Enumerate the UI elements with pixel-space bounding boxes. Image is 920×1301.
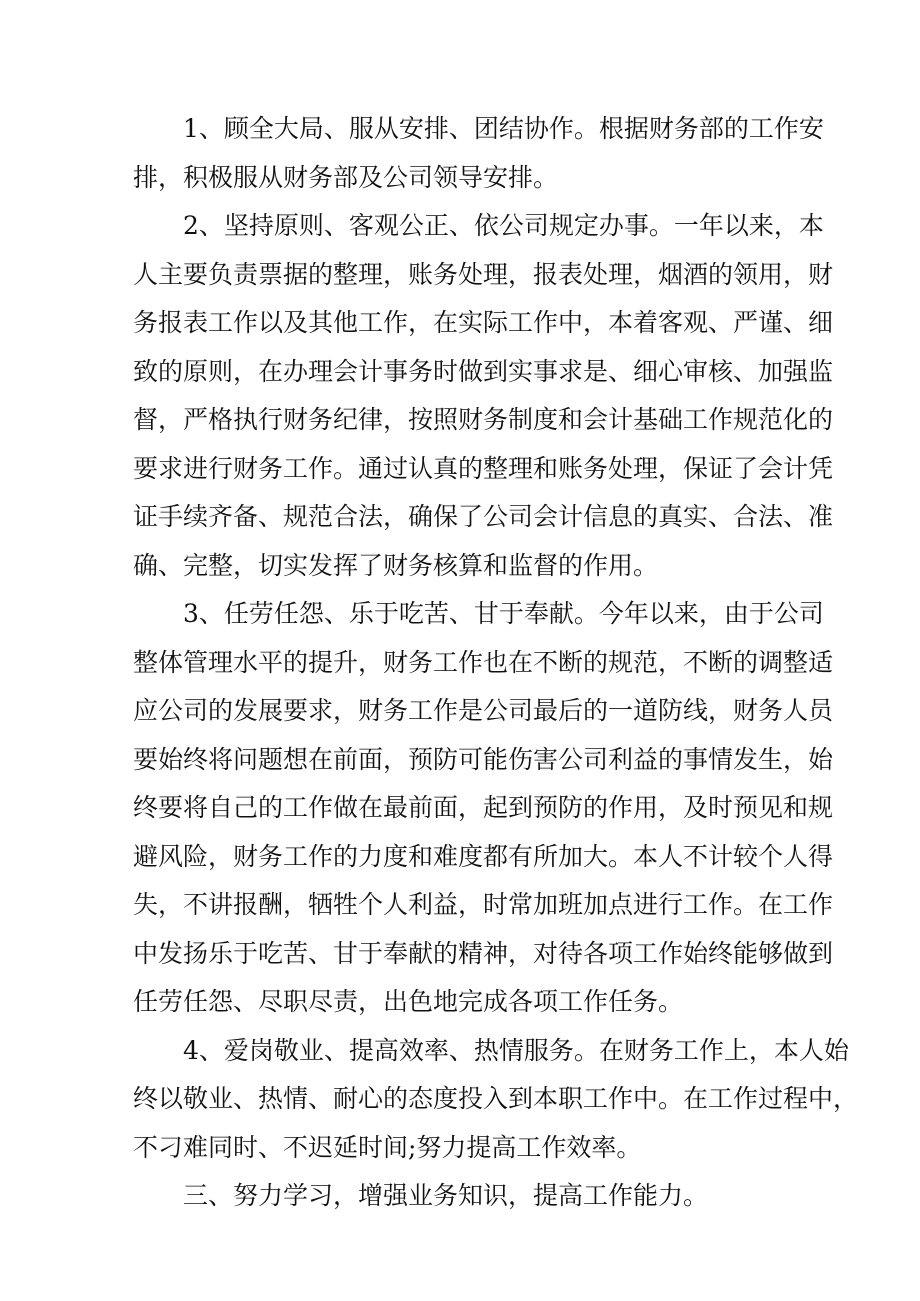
text-line: 终以敬业、热情、耐心的态度投入到本职工作中。在工作过程中， xyxy=(133,1084,859,1113)
text-line: 要求进行财务工作。通过认真的整理和账务处理，保证了会计凭 xyxy=(133,453,834,483)
text-line: 终要将自己的工作做在最前面，起到预防的作用，及时预见和规 xyxy=(133,793,834,822)
paragraph-4 xyxy=(133,1027,859,1173)
text-line: 任劳任怨、尽职尽责，出色地完成各项工作任务。 xyxy=(133,987,684,1016)
text-line: 致的原则，在办理会计事务时做到实事求是、细心审核、加强监 xyxy=(133,356,834,386)
text-line: 确、完整，切实发挥了财务核算和监督的作用。 xyxy=(133,550,659,580)
text-line: 不刁难同时、不迟延时间;努力提高工作效率。 xyxy=(133,1132,642,1162)
text-line: 1、顾全大局、服从安排、团结协作。根据财务部的工作安 xyxy=(183,114,824,143)
paragraph-2 xyxy=(133,202,834,590)
section-heading xyxy=(133,1172,823,1221)
text-line: 整体管理水平的提升，财务工作也在不断的规范，不断的调整适 xyxy=(133,647,834,677)
text-line: 2、坚持原则、客观公正、依公司规定办事。一年以来，本 xyxy=(183,211,824,240)
text-line: 排，积极服从财务部及公司领导安排。 xyxy=(133,162,559,192)
text-line: 应公司的发展要求，财务工作是公司最后的一道防线，财务人员 xyxy=(133,696,834,725)
text-line: 证手续齐备、规范合法，确保了公司会计信息的真实、合法、准 xyxy=(133,502,834,531)
paragraph-3 xyxy=(133,590,834,1027)
text-line: 督，严格执行财务纪律，按照财务制度和会计基础工作规范化的 xyxy=(133,405,834,434)
text-line: 人主要负责票据的整理，账务处理，报表处理，烟酒的领用，财 xyxy=(133,259,834,289)
text-line: 4、爱岗敬业、提高效率、热情服务。在财务工作上，本人始 xyxy=(183,1035,849,1065)
text-line: 三、努力学习，增强业务知识，提高工作能力。 xyxy=(183,1181,709,1210)
text-line: 务报表工作以及其他工作，在实际工作中，本着客观、严谨、细 xyxy=(133,308,834,337)
text-line: 3、任劳任怨、乐于吃苦、甘于奉献。今年以来，由于公司 xyxy=(183,599,824,628)
text-line: 避风险，财务工作的力度和难度都有所加大。本人不计较个人得 xyxy=(133,841,834,871)
paragraph-1 xyxy=(133,105,823,202)
document-body xyxy=(133,105,859,1221)
text-line: 失，不讲报酬，牺牲个人利益，时常加班加点进行工作。在工作 xyxy=(133,890,834,919)
text-line: 中发扬乐于吃苦、甘于奉献的精神，对待各项工作始终能够做到 xyxy=(133,938,834,968)
text-line: 要始终将问题想在前面，预防可能伤害公司利益的事情发生，始 xyxy=(133,744,834,774)
